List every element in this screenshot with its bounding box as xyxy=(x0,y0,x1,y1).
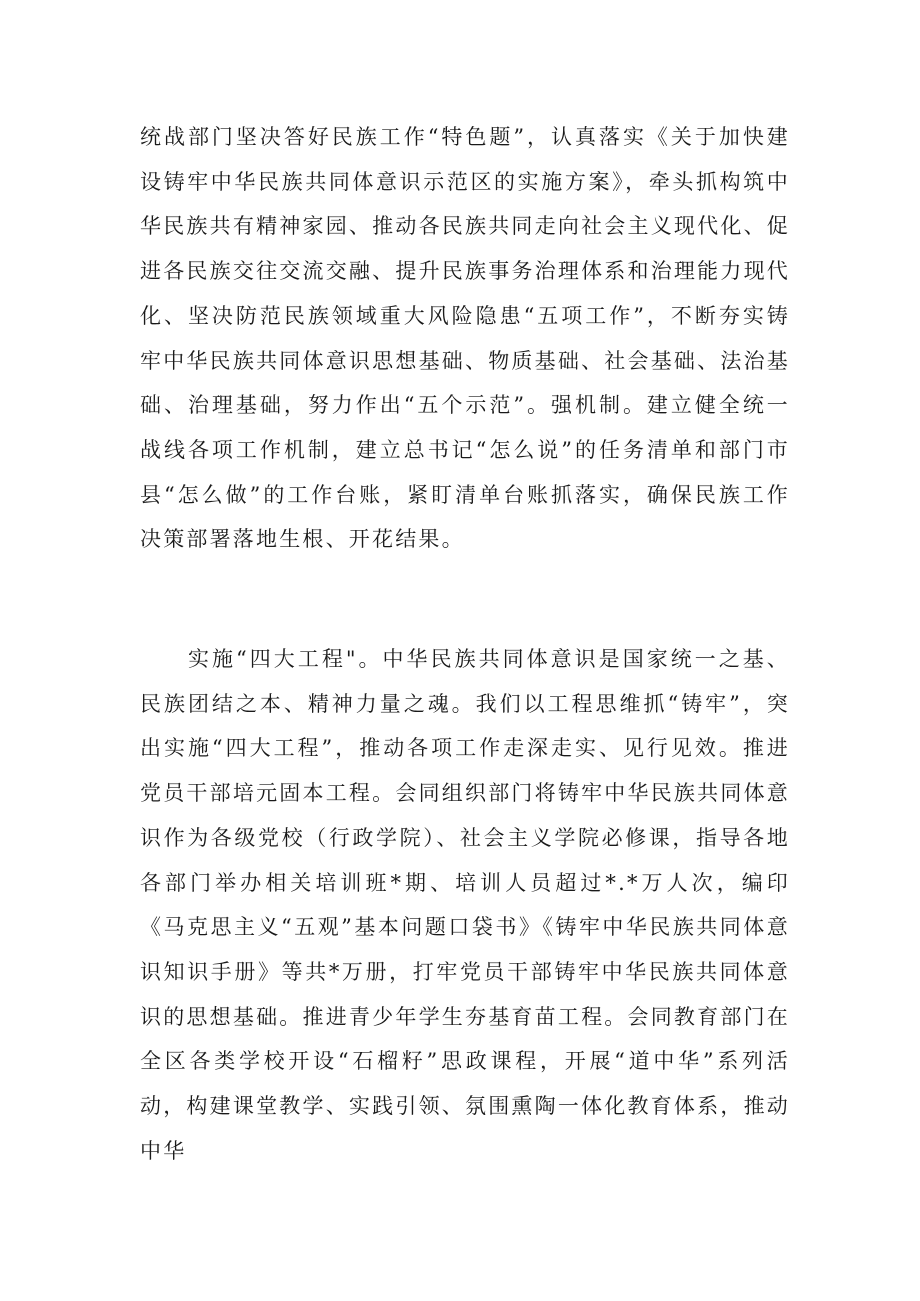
paragraph-unified-front-work: 统战部门坚决答好民族工作“特色题”，认真落实《关于加快建设铸牢中华民族共同体意识示范区的实施方案》，牵头抓构筑中华民族共有精神家园、推动各民族共同走向社会主义现代化、促进各民族交往交流交融、提升民族事务治理体系和治理能力现代化、坚决防范民族领域重大风险隐患“五项工作”，不断夯实铸牢中华民族共同体意识思想基础、物质基础、社会基础、法治基础、治理基础，努力作出“五个示范”。强机制。建立健全统一战线各项工作机制，建立总书记“怎么说”的任务清单和部门市县“怎么做”的工作台账，紧盯清单台账抓落实，确保民族工作决策部署落地生根、开花结果。 xyxy=(140,125,790,552)
paragraph-four-major-projects: 实施“四大工程"。中华民族共同体意识是国家统一之基、民族团结之本、精神力量之魂。我们以工程思维抓“铸牢”，突出实施“四大工程”，推动各项工作走深走实、见行见效。推进党员干部培元固本工程。会同组织部门将铸牢中华民族共同体意识作为各级党校（行政学院）、社会主义学院必修课，指导各地各部门举办相关培训班*期、培训人员超过*.*万人次，编印《马克思主义“五观”基本问题口袋书》《铸牢中华民族共同体意识知识手册》等共*万册，打牢党员干部铸牢中华民族共同体意识的思想基础。推进青少年学生夯基育苗工程。会同教育部门在全区各类学校开设“石榴籽”思政课程，开展“道中华”系列活动，构建课堂教学、实践引领、氛围熏陶一体化教育体系，推动中华 xyxy=(140,647,790,1163)
